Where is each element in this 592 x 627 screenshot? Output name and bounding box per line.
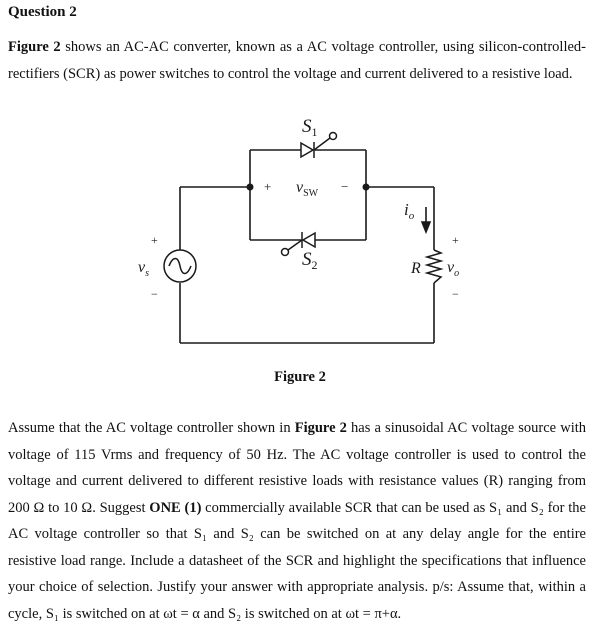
junction-right <box>363 184 370 191</box>
question-text-1: Assume that the AC voltage controller shown in <box>8 420 295 436</box>
intro-text: shows an AC-AC converter, known as a AC voltage controller, using silicon-controlled-rectifiers (SCR) as power switches to control the voltage and current delivered to a resistive load. <box>8 39 586 82</box>
resistor-symbol <box>427 250 441 283</box>
vo-label: $v_o$ <box>447 259 460 279</box>
question-text-3: commercially available SCR that can be used as S₁ and S₂ for the AC voltage controller so that S₁ and S₂ can be switched on at any delay angle for the entire resistive load range. Include a datasheet of the SCR and highlight the specifications that influence your choice of selection. Justify your answer with appropriate analysis. p/s: Assume that, within a cycle, S₁ is switched on at ωt = α and S₂ is switched on at ωt = π+α. <box>8 499 586 622</box>
r-label: R <box>411 260 421 277</box>
question-text-2: has a sinusoidal AC voltage source with voltage of 115 Vrms and frequency of 50 Hz. The AC voltage controller is used to control the voltage and current delivered to different resistive loads with resistance values (R) ranging from 200 Ω to 10 Ω. Suggest <box>8 420 586 516</box>
vo-minus-sign: − <box>452 287 459 301</box>
vo-plus-sign: + <box>452 233 459 247</box>
vsw-label: $v_{SW}$ <box>296 179 319 199</box>
question-paragraph <box>8 415 586 627</box>
s1-label: $S_1$ <box>302 116 318 139</box>
vsw-plus-sign: + <box>264 179 272 194</box>
vs-plus-sign: + <box>151 233 158 247</box>
vs-minus-sign: − <box>151 287 158 301</box>
figure-caption: Figure 2 <box>274 369 326 385</box>
ac-source-symbol <box>164 250 196 282</box>
figure-reference: Figure 2 <box>8 39 61 55</box>
one-emphasis: ONE (1) <box>149 499 202 516</box>
question-heading: Question 2 <box>8 4 77 20</box>
io-label: $i_o$ <box>404 200 415 222</box>
vs-label: $v_s$ <box>138 259 150 279</box>
vsw-minus-sign: − <box>341 179 349 194</box>
s2-label: $S_2$ <box>302 249 318 272</box>
junction-left <box>247 184 254 191</box>
figure-reference-2: Figure 2 <box>294 420 347 436</box>
current-arrow-io <box>422 207 430 232</box>
